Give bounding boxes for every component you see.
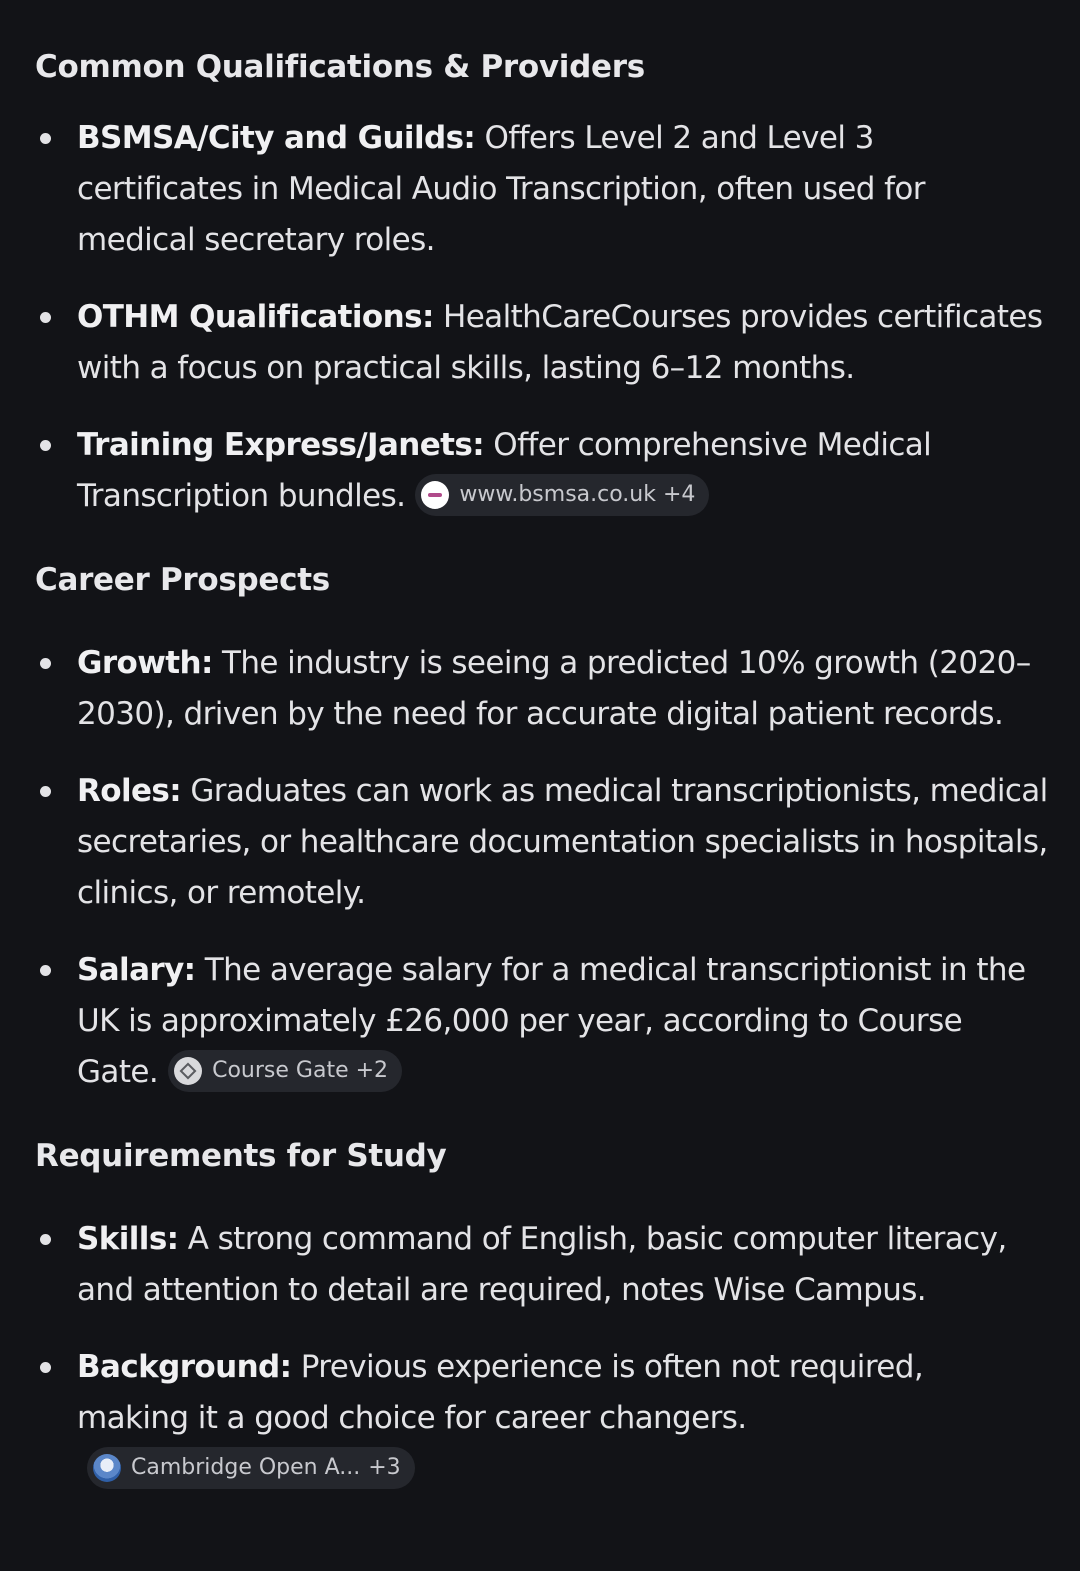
list-item bbox=[35, 638, 1057, 740]
list-item-term: Skills: bbox=[77, 1221, 179, 1257]
bsmsa-logo-icon bbox=[421, 481, 449, 509]
section-heading-career: Career Prospects bbox=[35, 562, 330, 598]
source-chip-label: Course Gate +2 bbox=[212, 1058, 389, 1083]
list-item bbox=[35, 420, 977, 522]
list-item-text: Offer comprehensive Medical Transcription bundles. bbox=[77, 427, 932, 514]
source-chip-label: www.bsmsa.co.uk +4 bbox=[459, 482, 696, 507]
section-heading-requirements: Requirements for Study bbox=[35, 1138, 447, 1174]
list-item bbox=[35, 1342, 957, 1495]
list-item-term: Training Express/Janets: bbox=[77, 427, 485, 463]
source-chip[interactable] bbox=[168, 1050, 402, 1092]
list-item-term: BSMSA/City and Guilds: bbox=[77, 120, 476, 156]
list-item-text: Graduates can work as medical transcriptionists, medical secretaries, or healthcare documentation specialists in hospitals, clinics, or remotely. bbox=[77, 773, 1048, 911]
list-item-term: Background: bbox=[77, 1349, 292, 1385]
list-item bbox=[35, 113, 957, 266]
list-item-text: Previous experience is often not required, making it a good choice for career changers. bbox=[77, 1349, 924, 1436]
list-item bbox=[35, 766, 1057, 919]
requirements-list bbox=[35, 1214, 1050, 1495]
list-item bbox=[35, 292, 1050, 394]
list-item bbox=[35, 1214, 1057, 1316]
course-gate-logo-icon bbox=[174, 1057, 202, 1085]
qualifications-list bbox=[35, 113, 1050, 522]
list-item-text: The average salary for a medical transcriptionist in the UK is approximately £26,000 per year, according to Course Gate. bbox=[77, 952, 1026, 1090]
career-list bbox=[35, 638, 1050, 1098]
source-chip[interactable] bbox=[415, 474, 709, 516]
cambridge-logo-icon bbox=[93, 1454, 121, 1482]
source-chip[interactable] bbox=[87, 1447, 415, 1489]
list-item-text: HealthCareCourses provides certificates with a focus on practical skills, lasting 6–12 months. bbox=[77, 299, 1043, 386]
source-chip-label: Cambridge Open A... bbox=[131, 1455, 361, 1480]
list-item-term: Salary: bbox=[77, 952, 196, 988]
list-item bbox=[35, 945, 1037, 1098]
source-chip-count: +3 bbox=[368, 1455, 401, 1480]
list-item-text: Offers Level 2 and Level 3 certificates in Medical Audio Transcription, often used for medical secretary roles. bbox=[77, 120, 925, 258]
list-item-text: The industry is seeing a predicted 10% growth (2020–2030), driven by the need for accurate digital patient records. bbox=[77, 645, 1031, 732]
list-item-text: A strong command of English, basic computer literacy, and attention to detail are required, notes Wise Campus. bbox=[77, 1221, 1007, 1308]
list-item-term: OTHM Qualifications: bbox=[77, 299, 434, 335]
answer-content bbox=[35, 42, 1050, 1495]
list-item-term: Growth: bbox=[77, 645, 213, 681]
list-item-term: Roles: bbox=[77, 773, 182, 809]
section-heading-qualifications: Common Qualifications & Providers bbox=[35, 49, 645, 85]
